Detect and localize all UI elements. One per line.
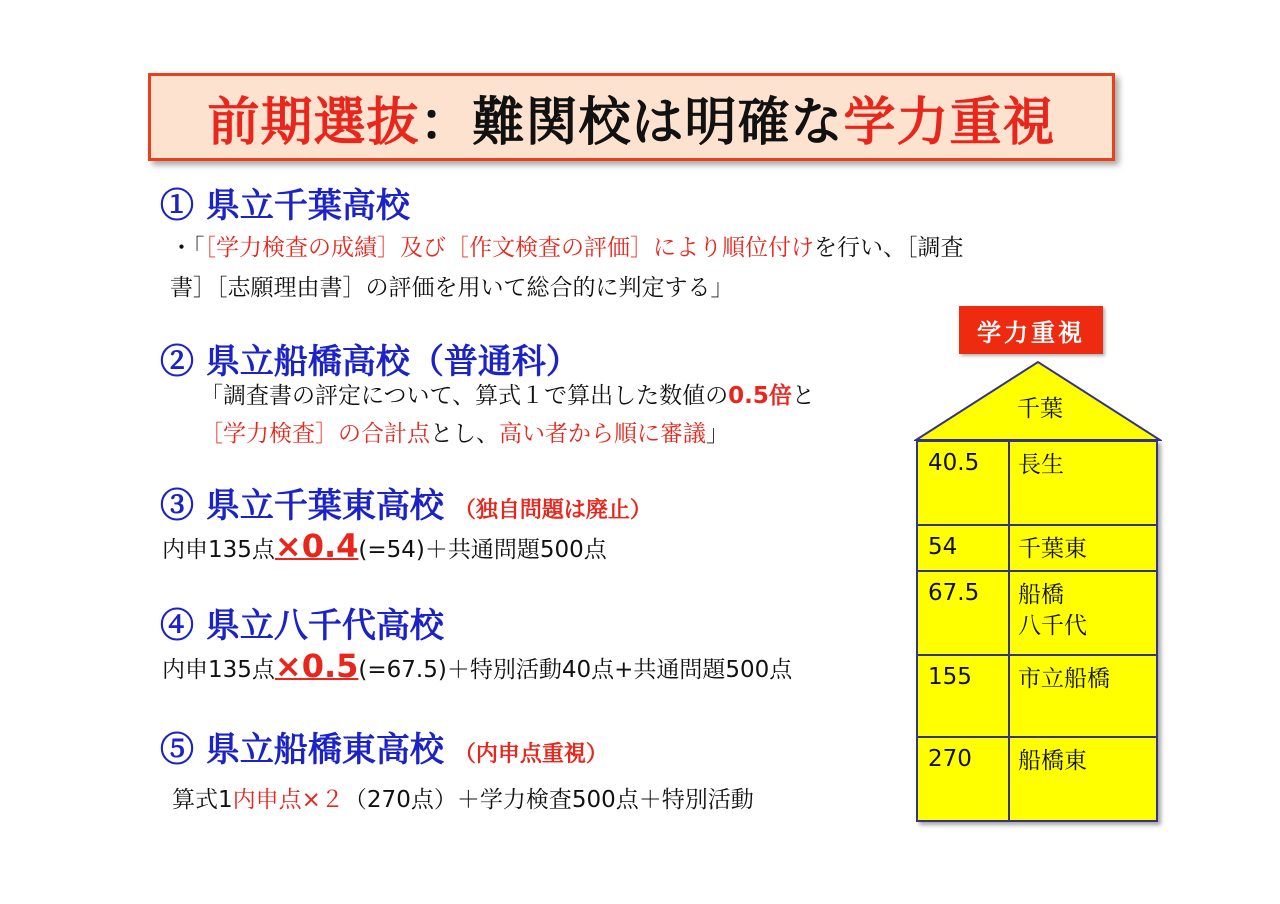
section-1-line-2 [170, 268, 734, 308]
section-2-highlight: ［学力検査］の合計点 [200, 421, 430, 447]
section-2-text: と [791, 383, 815, 409]
row-school: 船橋東 [1018, 748, 1087, 774]
title-part3: 学力重視 [843, 91, 1056, 153]
section-1-text: ・「 [170, 235, 205, 261]
section-1-highlight: ［学力検査の成績］及び［作文検査の評価］により順位付け [204, 235, 814, 261]
formula-text: 内申135点 [162, 537, 275, 563]
roof-label: 千葉 [1017, 396, 1063, 422]
row-value: 54 [928, 534, 958, 560]
formula-text: 内申135点 [162, 657, 275, 683]
title-part1: 前期選抜 [207, 91, 420, 153]
slide-title [148, 73, 1115, 161]
formula-multiplier: ×0.4 [274, 527, 359, 565]
section-4-heading: ④ 県立八千代高校 [160, 606, 444, 646]
section-1-text: 書］［志願理由書］の評価を用いて総合的に判定する」 [170, 275, 734, 301]
section-2-line-1 [200, 376, 815, 416]
section-3-heading [160, 478, 652, 527]
section-5-note: （内申点重視） [453, 741, 608, 767]
section-2-text: とし、 [430, 421, 499, 447]
row-school: 船橋 八千代 [1018, 582, 1087, 639]
row-school: 長生 [1018, 452, 1064, 478]
ranking-table [916, 440, 1158, 822]
section-1-line-1 [170, 228, 964, 268]
row-value: 67.5 [928, 580, 980, 606]
section-5-title: ⑤ 県立船橋東高校 [160, 730, 444, 770]
section-3-formula [162, 526, 607, 570]
formula-highlight: 内申点×２ [232, 787, 344, 813]
section-3-title: ③ 県立千葉東高校 [160, 486, 444, 526]
section-2-line-2 [200, 414, 729, 454]
section-1-text: を行い、［調査 [814, 235, 964, 261]
table-row [918, 738, 1156, 822]
section-2-heading: ② 県立船橋高校（普通科） [160, 342, 580, 382]
section-1-heading: ① 県立千葉高校 [160, 186, 410, 226]
section-5-formula [172, 780, 754, 820]
row-value: 40.5 [928, 450, 980, 476]
table-row [918, 526, 1156, 572]
section-2-highlight: 高い者から順に審議 [499, 421, 706, 447]
table-row [918, 442, 1156, 526]
section-2-text: 「調査書の評定について、算式１で算出した数値の [200, 383, 729, 409]
row-school: 市立船橋 [1018, 666, 1110, 692]
table-row [918, 572, 1156, 656]
section-2-highlight: 0.5倍 [728, 383, 792, 409]
section-4-formula [162, 646, 792, 690]
section-3-note: （独自問題は廃止） [453, 497, 652, 523]
section-2-text: 」 [706, 421, 729, 447]
formula-text: 算式1 [172, 787, 233, 813]
formula-multiplier: ×0.5 [274, 647, 359, 685]
formula-text: （270点）＋学力検査500点＋特別活動 [343, 787, 754, 813]
formula-text: (=54)＋共通問題500点 [358, 537, 607, 563]
title-part2: ：難関校は明確な [419, 91, 844, 153]
row-school: 千葉東 [1018, 536, 1087, 562]
section-5-heading [160, 722, 608, 771]
table-row [918, 656, 1156, 738]
formula-text: (=67.5)＋特別活動40点+共通問題500点 [358, 657, 793, 683]
emphasis-badge: 学力重視 [959, 306, 1103, 354]
row-value: 270 [928, 746, 972, 772]
row-value: 155 [928, 664, 972, 690]
